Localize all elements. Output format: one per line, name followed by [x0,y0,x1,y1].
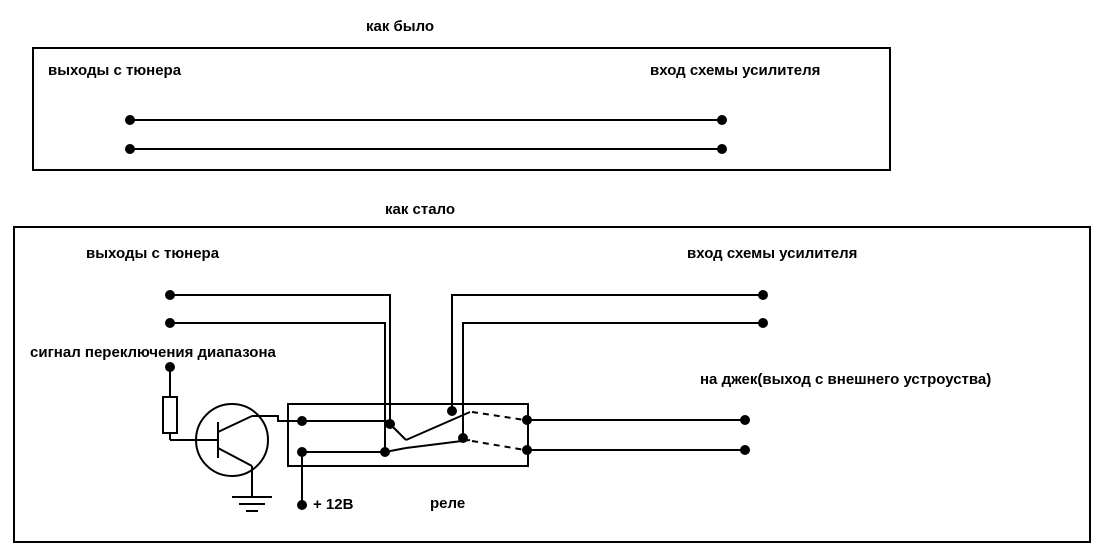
label-band-switch-signal: сигнал переключения диапазона [30,344,276,361]
dot-common-top [385,419,395,429]
label-tuner-outputs-before: выходы с тюнера [48,62,182,79]
title-before: как было [366,18,435,35]
dot-jack-bottom [740,445,750,455]
transistor-collector [218,416,252,432]
dot-amp-top [758,290,768,300]
dot-tuner-top [165,290,175,300]
dot-no-bottom [522,445,532,455]
dot-nc-top [447,406,457,416]
relay-body [288,404,528,466]
dot-before-left-bottom [125,144,135,154]
panel-after-border [14,227,1090,542]
dot-common-bottom [380,447,390,457]
dot-12v [297,500,307,510]
wire-collector-to-coil [252,416,302,421]
dot-before-right-top [717,115,727,125]
label-tuner-outputs-after: выходы с тюнера [86,245,220,262]
dot-tuner-bottom [165,318,175,328]
label-power-12v: + 12В [313,496,354,513]
resistor-body [163,397,177,433]
dot-no-top [522,415,532,425]
label-amp-input-before: вход схемы усилителя [650,62,821,79]
dot-coil-top [297,416,307,426]
wire-amp-top [452,295,763,411]
relay-dashed-top [472,412,525,420]
dot-before-left-top [125,115,135,125]
dot-before-right-bottom [717,144,727,154]
label-jack-output: на джек(выход с внешнего устроуства) [700,371,992,388]
label-amp-input-after: вход схемы усилителя [687,245,858,262]
dot-nc-bottom [458,433,468,443]
transistor-emitter [218,448,252,466]
dot-jack-top [740,415,750,425]
label-relay: реле [430,495,466,512]
panel-before-border [33,48,890,170]
relay-dashed-bottom [472,441,525,450]
title-after: как стало [385,201,456,218]
dot-coil-bottom [297,447,307,457]
dot-band-signal [165,362,175,372]
wire-tuner-bottom [170,323,385,452]
dot-amp-bottom [758,318,768,328]
